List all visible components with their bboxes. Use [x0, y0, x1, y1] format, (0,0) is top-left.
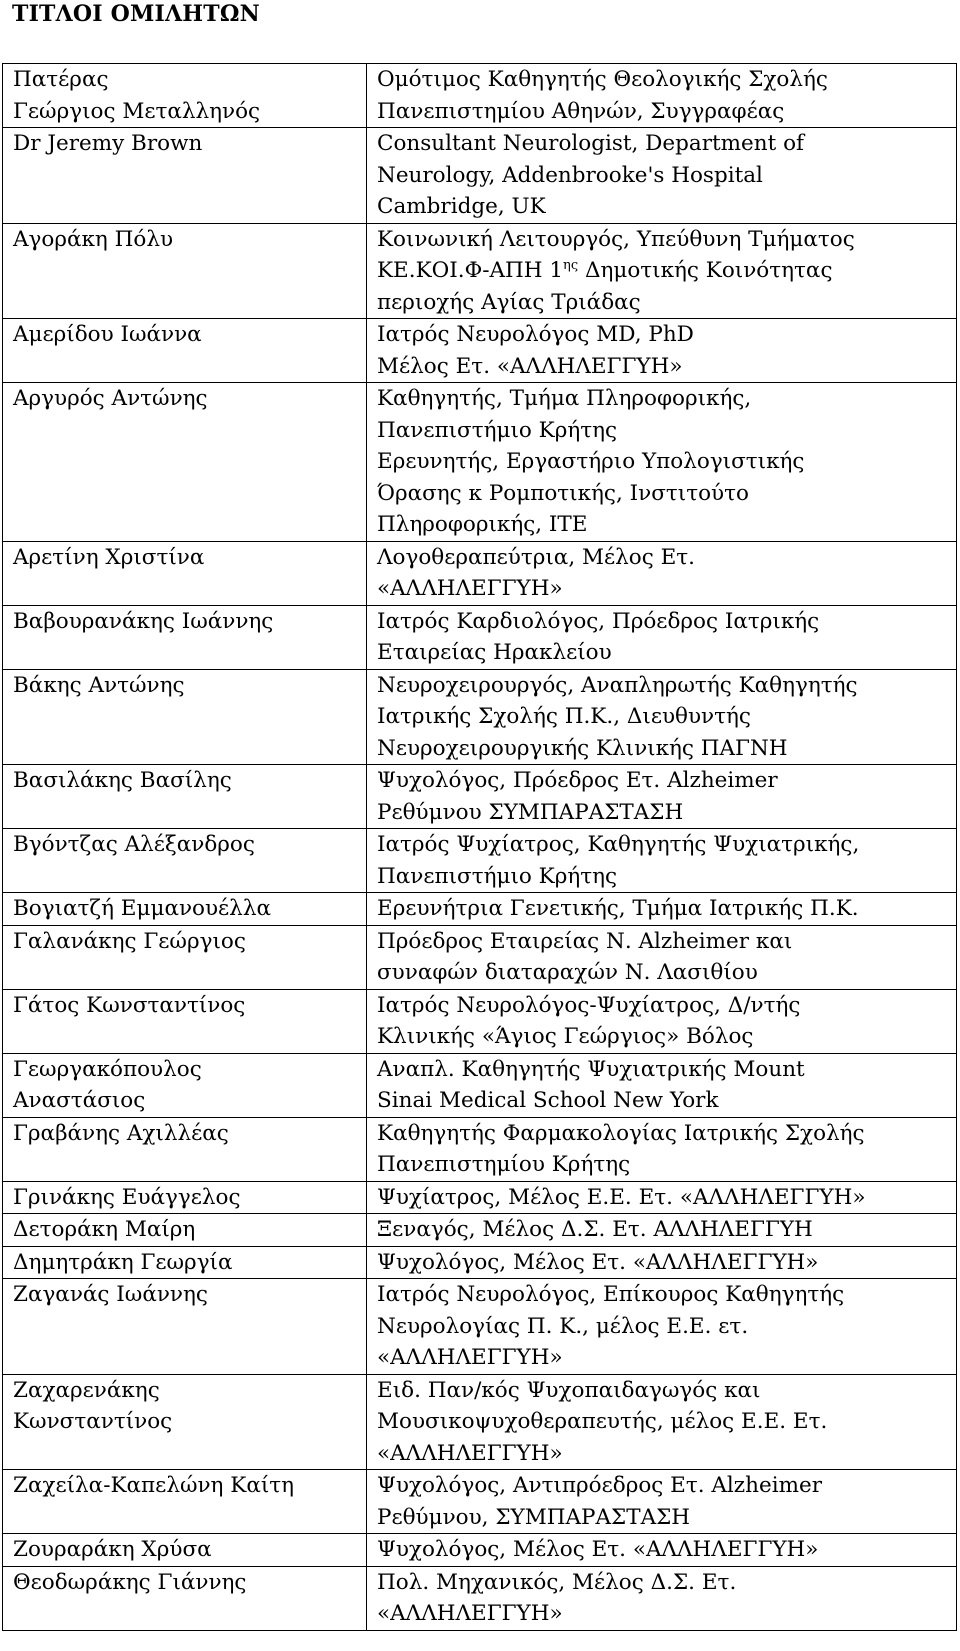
- speaker-title-line: Ψυχολόγος, Μέλος Ετ. «ΑΛΛΗΛΕΓΓΥΗ»: [377, 1249, 819, 1275]
- speaker-name-line: Ζαγανάς Ιωάννης: [13, 1282, 208, 1307]
- table-row: [3, 765, 957, 829]
- table-row: [3, 541, 957, 605]
- speaker-title-cell: [367, 925, 957, 989]
- speaker-title-cell: [367, 383, 957, 542]
- speaker-title-line: Ερευνήτρια Γενετικής, Τμήμα Ιατρικής Π.Κ.: [377, 896, 859, 921]
- speaker-name-cell: [3, 1566, 367, 1630]
- speaker-name-line: Ζαχαρενάκης: [13, 1377, 160, 1403]
- speaker-title-cell: [367, 765, 957, 829]
- speaker-title-cell: [367, 541, 957, 605]
- table-row: [3, 1117, 957, 1181]
- table-row: [3, 64, 957, 128]
- speaker-title-cell: [367, 319, 957, 383]
- speaker-title-line: Ψυχολόγος, Πρόεδρος Ετ. Alzheimer: [377, 768, 778, 793]
- speaker-title-cell: [367, 223, 957, 319]
- table-row: [3, 1181, 957, 1214]
- speaker-name-cell: [3, 765, 367, 829]
- speaker-title-line: «ΑΛΛΗΛΕΓΓΥΗ»: [377, 1440, 563, 1466]
- speaker-title-cell: [367, 1534, 957, 1567]
- speaker-title-line: «ΑΛΛΗΛΕΓΓΥΗ»: [377, 1345, 563, 1370]
- speaker-name-cell: [3, 1374, 367, 1470]
- speaker-title-line: Sinai Medical School New York: [377, 1088, 719, 1113]
- table-row: [3, 925, 957, 989]
- speaker-title-cell: [367, 1053, 957, 1117]
- speaker-title-line: Εταιρείας Ηρακλείου: [377, 640, 612, 665]
- speaker-title-cell: [367, 669, 957, 765]
- speaker-title-line: Νευροχειρουργικής Κλινικής ΠΑΓΝΗ: [377, 735, 788, 761]
- speaker-name-line: Κωνσταντίνος: [13, 1409, 173, 1434]
- speaker-name-cell: [3, 605, 367, 669]
- speaker-title-line: Ψυχολόγος, Αντιπρόεδρος Ετ. Alzheimer: [377, 1473, 822, 1498]
- speaker-name-line: Γρινάκης Ευάγγελος: [13, 1184, 241, 1210]
- speaker-name-line: Ζουραράκη Χρύσα: [13, 1537, 212, 1562]
- table-row: [3, 669, 957, 765]
- speaker-title-line: Ομότιμος Καθηγητής Θεολογικής Σχολής: [377, 67, 828, 92]
- speaker-name-line: Αγοράκη Πόλυ: [13, 226, 174, 252]
- speaker-name-line: Θεοδωράκης Γιάννης: [13, 1569, 247, 1595]
- speaker-name-cell: [3, 669, 367, 765]
- speaker-name-cell: [3, 128, 367, 224]
- speaker-name-cell: [3, 541, 367, 605]
- speaker-title-line: Νευροχειρουργός, Αναπληρωτής Καθηγητής: [377, 672, 858, 698]
- speaker-name-line: Dr Jeremy Brown: [13, 131, 203, 156]
- speaker-name-line: Βάκης Αντώνης: [13, 672, 185, 698]
- speaker-title-line: Κοινωνική Λειτουργός, Υπεύθυνη Τμήματος: [377, 226, 855, 252]
- speaker-name-line: Δημητράκη Γεωργία: [13, 1249, 233, 1275]
- speaker-title-line: συναφών διαταραχών Ν. Λασιθίου: [377, 960, 758, 985]
- speaker-name-line: Βογιατζή Εμμανουέλλα: [13, 896, 271, 921]
- speaker-name-line: Γραβάνης Αχιλλέας: [13, 1120, 229, 1146]
- speaker-title-line: Neurology, Addenbrooke's Hospital: [377, 162, 763, 188]
- speaker-title-cell: [367, 1214, 957, 1247]
- speaker-title-cell: [367, 1181, 957, 1214]
- speaker-name-line: Ζαχείλα-Καπελώνη Καίτη: [13, 1473, 295, 1498]
- table-row: [3, 128, 957, 224]
- speaker-title-line: Ιατρός Νευρολόγος MD, PhD: [377, 322, 694, 347]
- speaker-title-cell: [367, 1374, 957, 1470]
- table-row: [3, 1534, 957, 1567]
- ordinal-superscript: ης: [563, 257, 579, 273]
- speaker-name-line: Αμερίδου Ιωάννα: [13, 322, 202, 347]
- speaker-name-line: Γάτος Κωνσταντίνος: [13, 992, 246, 1018]
- speaker-name-line: Δετοράκη Μαίρη: [13, 1217, 196, 1242]
- speaker-title-line: Μέλος Ετ. «ΑΛΛΗΛΕΓΓΥΗ»: [377, 353, 683, 379]
- table-row: [3, 1374, 957, 1470]
- speakers-table: [2, 63, 957, 1631]
- speaker-title-line: Καθηγητής Φαρμακολογίας Ιατρικής Σχολής: [377, 1120, 865, 1146]
- speaker-title-line: Κλινικής «Άγιος Γεώργιος» Βόλος: [377, 1024, 754, 1049]
- speaker-name-cell: [3, 1279, 367, 1375]
- speaker-title-cell: [367, 1117, 957, 1181]
- speaker-title-line: περιοχής Αγίας Τριάδας: [377, 289, 641, 315]
- speaker-title-cell: [367, 989, 957, 1053]
- table-row: [3, 1279, 957, 1375]
- speaker-name-cell: [3, 223, 367, 319]
- speaker-title-line: ΚΕ.ΚΟΙ.Φ-ΑΠΗ $1^{\eta\varsigma}$ Δημοτικής Κοινότητας: [377, 257, 833, 283]
- speaker-title-line: Ειδ. Παν/κός Ψυχοπαιδαγωγός και: [377, 1377, 761, 1403]
- speaker-name-cell: [3, 319, 367, 383]
- speaker-name-line: Αρετίνη Χριστίνα: [13, 544, 205, 570]
- speaker-title-line: «ΑΛΛΗΛΕΓΓΥΗ»: [377, 576, 563, 601]
- speaker-title-line: Ιατρός Ψυχίατρος, Καθηγητής Ψυχιατρικής,: [377, 832, 860, 857]
- speaker-title-line: Πληροφορικής, ΙΤΕ: [377, 512, 588, 537]
- speaker-title-line: Μουσικοψυχοθεραπευτής, μέλος Ε.Ε. Ετ.: [377, 1409, 828, 1434]
- speaker-title-line: Ξεναγός, Μέλος Δ.Σ. Ετ. ΑΛΛΗΛΕΓΓΥΗ: [377, 1217, 813, 1242]
- speaker-name-cell: [3, 64, 367, 128]
- speaker-title-line: Ψυχολόγος, Μέλος Ετ. «ΑΛΛΗΛΕΓΓΥΗ»: [377, 1537, 819, 1562]
- speaker-title-line: Ρεθύμνου ΣΥΜΠΑΡΑΣΤΑΣΗ: [377, 799, 684, 825]
- speaker-title-line: Πανεπιστήμιο Κρήτης: [377, 417, 618, 443]
- speaker-title-cell: [367, 605, 957, 669]
- speaker-title-cell: [367, 1246, 957, 1279]
- speaker-title-cell: [367, 1279, 957, 1375]
- table-row: [3, 1470, 957, 1534]
- speaker-title-line: Νευρολογίας Π. Κ., μέλος Ε.Ε. ετ.: [377, 1313, 749, 1339]
- speaker-title-line: Πανεπιστήμιο Κρήτης: [377, 863, 618, 889]
- speaker-name-line: Γεώργιος Μεταλληνός: [13, 98, 261, 124]
- table-row: [3, 605, 957, 669]
- speaker-name-cell: [3, 1246, 367, 1279]
- speaker-name-line: Γαλανάκης Γεώργιος: [13, 928, 246, 954]
- speaker-name-cell: [3, 829, 367, 893]
- speakers-table-body: [3, 64, 957, 1631]
- speaker-title-cell: [367, 893, 957, 926]
- speaker-name-cell: [3, 1181, 367, 1214]
- speaker-name-cell: [3, 383, 367, 542]
- speaker-title-cell: [367, 64, 957, 128]
- table-row: [3, 829, 957, 893]
- speaker-name-line: Βγόντζας Αλέξανδρος: [13, 832, 255, 857]
- speaker-title-line: Πολ. Μηχανικός, Μέλος Δ.Σ. Ετ.: [377, 1569, 737, 1595]
- speaker-name-line: Πατέρας: [13, 67, 109, 92]
- speaker-name-cell: [3, 925, 367, 989]
- table-row: [3, 1246, 957, 1279]
- speaker-title-cell: [367, 128, 957, 224]
- speaker-title-line: Πρόεδρος Εταιρείας Ν. Alzheimer και: [377, 928, 793, 954]
- speaker-title-line: Ρεθύμνου, ΣΥΜΠΑΡΑΣΤΑΣΗ: [377, 1504, 691, 1530]
- table-row: [3, 1053, 957, 1117]
- speaker-name-line: Βαβουρανάκης Ιωάννης: [13, 608, 274, 634]
- speaker-name-cell: [3, 893, 367, 926]
- speaker-title-line: «ΑΛΛΗΛΕΓΓΥΗ»: [377, 1601, 563, 1626]
- table-row: [3, 1214, 957, 1247]
- table-row: [3, 223, 957, 319]
- speaker-title-line: Cambridge, UK: [377, 194, 546, 219]
- speaker-title-line: Ιατρικής Σχολής Π.Κ., Διευθυντής: [377, 704, 751, 729]
- speaker-name-cell: [3, 1534, 367, 1567]
- speaker-name-cell: [3, 1470, 367, 1534]
- speaker-title-line: Πανεπιστημίου Κρήτης: [377, 1152, 631, 1177]
- table-row: [3, 1566, 957, 1630]
- speaker-name-line: Γεωργακόπουλος: [13, 1056, 202, 1082]
- speaker-title-line: Αναπλ. Καθηγητής Ψυχιατρικής Mount: [377, 1056, 805, 1082]
- speaker-name-cell: [3, 989, 367, 1053]
- speaker-title-cell: [367, 1566, 957, 1630]
- speaker-title-line: Όρασης κ Ρομποτικής, Ινστιτούτο: [377, 480, 749, 506]
- speaker-title-line: Ιατρός Νευρολόγος, Επίκουρος Καθηγητής: [377, 1282, 845, 1307]
- speaker-title-line: Ιατρός Νευρολόγος-Ψυχίατρος, Δ/ντής: [377, 992, 801, 1018]
- table-row: [3, 893, 957, 926]
- table-row: [3, 383, 957, 542]
- speaker-name-cell: [3, 1117, 367, 1181]
- speaker-title-line: Consultant Neurologist, Department of: [377, 131, 804, 156]
- speaker-name-cell: [3, 1053, 367, 1117]
- speaker-name-line: Βασιλάκης Βασίλης: [13, 768, 232, 793]
- speaker-title-line: Ψυχίατρος, Μέλος Ε.Ε. Ετ. «ΑΛΛΗΛΕΓΓΥΗ»: [377, 1184, 866, 1210]
- speaker-title-line: Πανεπιστημίου Αθηνών, Συγγραφέας: [377, 98, 785, 124]
- speaker-title-line: Καθηγητής, Τμήμα Πληροφορικής,: [377, 386, 752, 411]
- speaker-title-cell: [367, 829, 957, 893]
- speaker-title-cell: [367, 1470, 957, 1534]
- speaker-name-line: Αναστάσιος: [13, 1088, 146, 1113]
- document-title: ΤΙΤΛΟΙ ΟΜΙΛΗΤΩΝ: [12, 1, 260, 27]
- speaker-title-line: Ερευνητής, Εργαστήριο Υπολογιστικής: [377, 449, 805, 474]
- table-row: [3, 989, 957, 1053]
- speaker-title-line: Λογοθεραπεύτρια, Μέλος Ετ.: [377, 544, 696, 570]
- speaker-title-line: Ιατρός Καρδιολόγος, Πρόεδρος Ιατρικής: [377, 608, 820, 634]
- speaker-name-line: Αργυρός Αντώνης: [13, 386, 208, 411]
- table-row: [3, 319, 957, 383]
- speaker-name-cell: [3, 1214, 367, 1247]
